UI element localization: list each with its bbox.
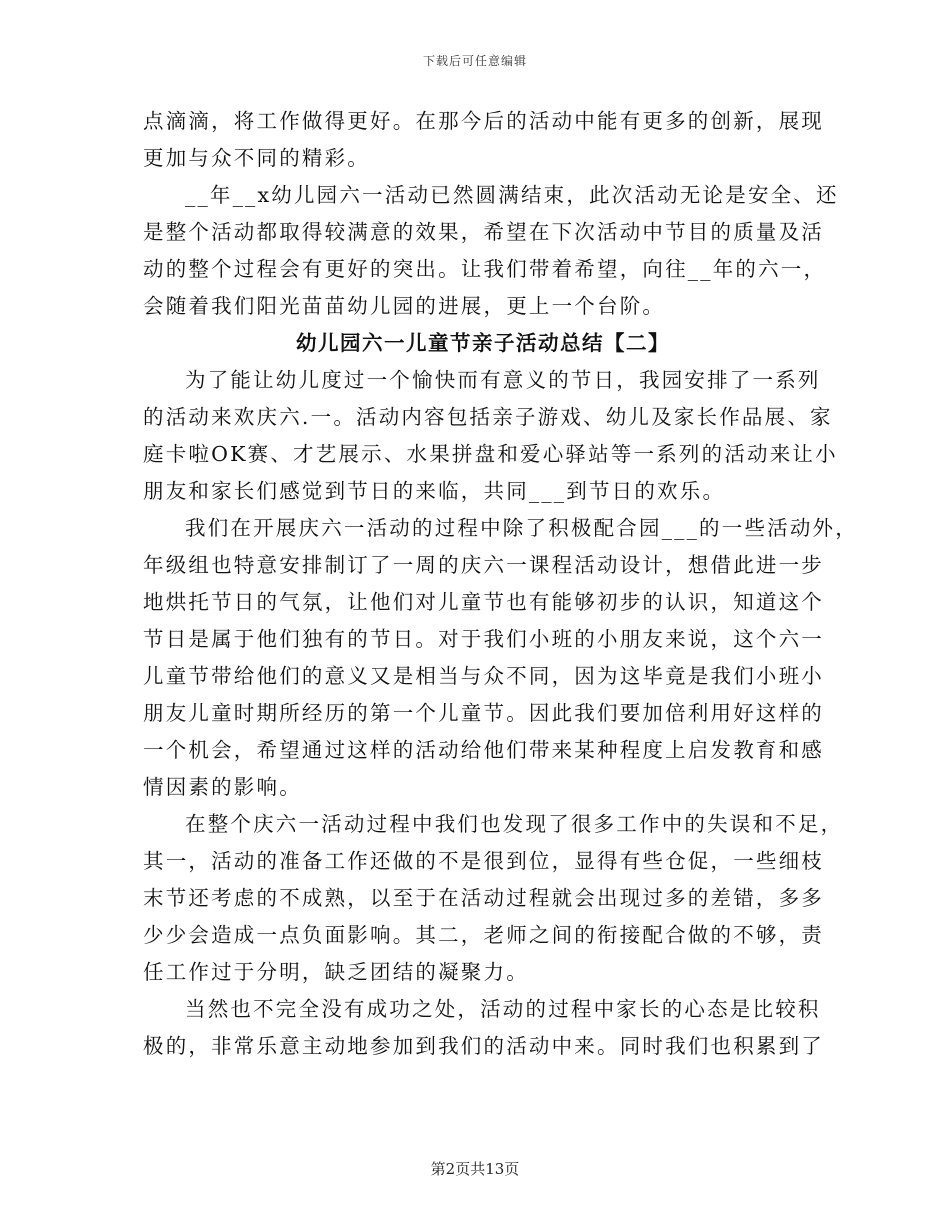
section-title: 幼儿园六一儿童节亲子活动总结【二】 <box>296 331 670 355</box>
document-body <box>143 103 858 1065</box>
text-line: 的活动来欢庆六.一。活动内容包括亲子游戏、幼儿及家长作品展、家 <box>143 405 833 429</box>
page-footer: 第2页共13页 <box>430 1160 520 1178</box>
paragraph-start-line: 为了能让幼儿度过一个愉快而有意义的节日，我园安排了一系列 <box>185 368 821 392</box>
text-line: 极的，非常乐意主动地参加到我们的活动中来。同时我们也积累到了 <box>143 1034 824 1058</box>
text-line: 朋友和家长们感觉到节日的来临，共同___到节日的欢乐。 <box>143 479 726 503</box>
text-line: 节日是属于他们独有的节日。对于我们小班的小朋友来说，这个六一 <box>143 627 824 651</box>
text-line: 情因素的影响。 <box>143 775 302 799</box>
text-line: 点滴滴，将工作做得更好。在那今后的活动中能有更多的创新，展现 <box>143 109 824 133</box>
text-line: 少少会造成一点负面影响。其二，老师之间的衔接配合做的不够，责 <box>143 923 824 947</box>
text-line: 是整个活动都取得较满意的效果，希望在下次活动中节目的质量及活 <box>143 220 824 244</box>
paragraph-start-line: 在整个庆六一活动过程中我们也发现了很多工作中的失误和不足， <box>185 812 844 836</box>
text-line: 动的整个过程会有更好的突出。让我们带着希望，向往__年的六一， <box>143 257 827 281</box>
text-line: 任工作过于分明，缺乏团结的凝聚力。 <box>143 960 529 984</box>
text-line: 其一，活动的准备工作还做的不是很到位，显得有些仓促，一些细枝 <box>143 849 824 873</box>
text-line: 年级组也特意安排制订了一周的庆六一课程活动设计，想借此进一步 <box>143 553 824 577</box>
paragraph-start-line: __年__x幼儿园六一活动已然圆满结束，此次活动无论是安全、还 <box>185 183 839 207</box>
text-line: 末节还考虑的不成熟，以至于在活动过程就会出现过多的差错，多多 <box>143 886 824 910</box>
page-header: 下载后可任意编辑 <box>422 54 527 68</box>
text-line: 朋友儿童时期所经历的第一个儿童节。因此我们要加倍利用好这样的 <box>143 701 824 725</box>
text-line: 儿童节带给他们的意义又是相当与众不同，因为这毕竟是我们小班小 <box>143 664 824 688</box>
text-line: 一个机会，希望通过这样的活动给他们带来某种程度上启发教育和感 <box>143 738 824 762</box>
text-line: 地烘托节日的气氛，让他们对儿童节也有能够初步的认识，知道这个 <box>143 590 824 614</box>
text-line: 会随着我们阳光苗苗幼儿园的进展，更上一个台阶。 <box>143 294 666 318</box>
paragraph-start-line: 当然也不完全没有成功之处，活动的过程中家长的心态是比较积 <box>185 997 821 1021</box>
paragraph-start-line: 我们在开展庆六一活动的过程中除了积极配合园___的一些活动外， <box>185 516 858 540</box>
text-line: 更加与众不同的精彩。 <box>143 146 370 170</box>
text-line: 庭卡啦OK赛、才艺展示、水果拼盘和爱心驿站等一系列的活动来让小 <box>143 442 838 466</box>
